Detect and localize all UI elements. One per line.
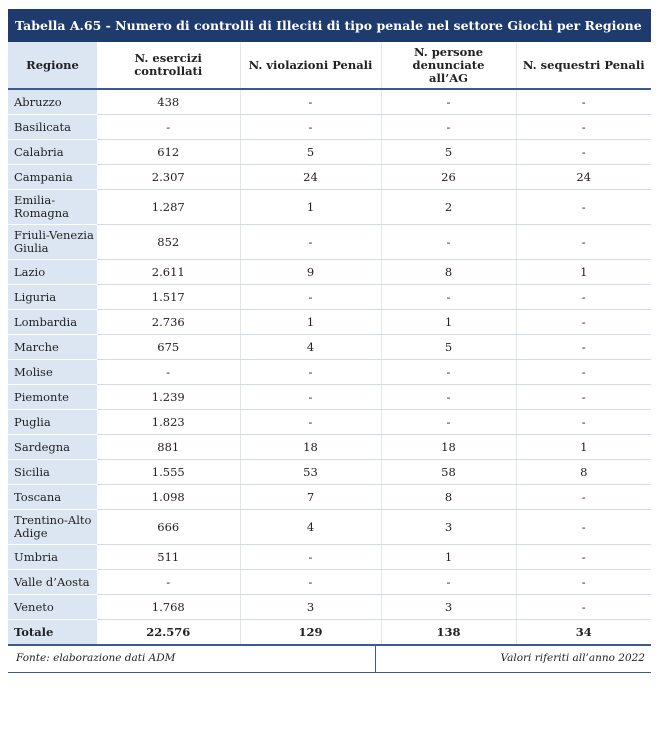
- sequestri-cell: -: [516, 545, 651, 570]
- persone-cell: 58: [381, 460, 516, 485]
- header-row: [8, 42, 651, 89]
- region-cell: Molise: [8, 360, 97, 385]
- esercizi-cell: 852: [97, 225, 240, 260]
- table-row: [8, 190, 651, 225]
- persone-cell: 1: [381, 310, 516, 335]
- persone-cell: -: [381, 570, 516, 595]
- violazioni-cell: 4: [240, 510, 381, 545]
- footer-divider: [375, 646, 376, 672]
- region-cell: Trentino-Alto Adige: [8, 510, 97, 545]
- table-row: [8, 225, 651, 260]
- esercizi-cell: -: [97, 115, 240, 140]
- esercizi-cell: 2.611: [97, 260, 240, 285]
- persone-cell: -: [381, 410, 516, 435]
- table-row: [8, 545, 651, 570]
- persone-cell: 5: [381, 335, 516, 360]
- sequestri-cell: -: [516, 89, 651, 115]
- sequestri-cell: -: [516, 115, 651, 140]
- violazioni-cell: 7: [240, 485, 381, 510]
- sequestri-cell: -: [516, 570, 651, 595]
- header-sequestri: N. sequestri Penali: [516, 42, 651, 89]
- header-violazioni: N. violazioni Penali: [240, 42, 381, 89]
- violazioni-cell: -: [240, 360, 381, 385]
- region-cell: Puglia: [8, 410, 97, 435]
- persone-cell: 3: [381, 595, 516, 620]
- header-esercizi: N. esercizi controllati: [97, 42, 240, 89]
- region-cell: Liguria: [8, 285, 97, 310]
- region-cell: Piemonte: [8, 385, 97, 410]
- sequestri-cell: -: [516, 190, 651, 225]
- persone-cell: 3: [381, 510, 516, 545]
- persone-cell: 26: [381, 165, 516, 190]
- table-row: [8, 360, 651, 385]
- sequestri-cell: -: [516, 385, 651, 410]
- esercizi-cell: 2.307: [97, 165, 240, 190]
- persone-cell: 1: [381, 545, 516, 570]
- persone-cell: 5: [381, 140, 516, 165]
- violazioni-cell: 9: [240, 260, 381, 285]
- region-cell: Toscana: [8, 485, 97, 510]
- persone-cell: 2: [381, 190, 516, 225]
- table-footer: [8, 646, 651, 673]
- table-row: [8, 385, 651, 410]
- footer-note: Valori riferiti all’anno 2022: [500, 652, 645, 664]
- sequestri-cell: -: [516, 510, 651, 545]
- region-cell: Sicilia: [8, 460, 97, 485]
- region-cell: Basilicata: [8, 115, 97, 140]
- total-violazioni-cell: 129: [240, 620, 381, 646]
- region-cell: Umbria: [8, 545, 97, 570]
- violazioni-cell: 24: [240, 165, 381, 190]
- region-cell: Lombardia: [8, 310, 97, 335]
- table-row: [8, 570, 651, 595]
- esercizi-cell: 1.287: [97, 190, 240, 225]
- region-cell: Lazio: [8, 260, 97, 285]
- violazioni-cell: 3: [240, 595, 381, 620]
- sequestri-cell: 1: [516, 260, 651, 285]
- esercizi-cell: 1.823: [97, 410, 240, 435]
- sequestri-cell: -: [516, 335, 651, 360]
- header-persone: N. persone denunciate all’AG: [381, 42, 516, 89]
- table-row: [8, 165, 651, 190]
- esercizi-cell: 1.239: [97, 385, 240, 410]
- sequestri-cell: -: [516, 595, 651, 620]
- persone-cell: -: [381, 225, 516, 260]
- footer-source: Fonte: elaborazione dati ADM: [16, 652, 176, 664]
- table-row: [8, 285, 651, 310]
- table-row: [8, 260, 651, 285]
- violazioni-cell: 1: [240, 310, 381, 335]
- esercizi-cell: 612: [97, 140, 240, 165]
- esercizi-cell: 2.736: [97, 310, 240, 335]
- sequestri-cell: -: [516, 285, 651, 310]
- table-row: [8, 595, 651, 620]
- persone-cell: 8: [381, 485, 516, 510]
- esercizi-cell: 881: [97, 435, 240, 460]
- table-row: [8, 510, 651, 545]
- esercizi-cell: -: [97, 360, 240, 385]
- violazioni-cell: 4: [240, 335, 381, 360]
- violazioni-cell: -: [240, 385, 381, 410]
- esercizi-cell: 1.517: [97, 285, 240, 310]
- total-persone-cell: 138: [381, 620, 516, 646]
- total-sequestri-cell: 34: [516, 620, 651, 646]
- esercizi-cell: -: [97, 570, 240, 595]
- header-regione: Regione: [8, 42, 97, 89]
- table-row: [8, 335, 651, 360]
- violazioni-cell: -: [240, 115, 381, 140]
- violazioni-cell: -: [240, 225, 381, 260]
- violazioni-cell: -: [240, 89, 381, 115]
- persone-cell: -: [381, 385, 516, 410]
- sequestri-cell: -: [516, 140, 651, 165]
- region-cell: Marche: [8, 335, 97, 360]
- violazioni-cell: -: [240, 545, 381, 570]
- violazioni-cell: 18: [240, 435, 381, 460]
- sequestri-cell: -: [516, 310, 651, 335]
- esercizi-cell: 1.098: [97, 485, 240, 510]
- table-row: [8, 310, 651, 335]
- persone-cell: -: [381, 285, 516, 310]
- sequestri-cell: -: [516, 360, 651, 385]
- sequestri-cell: -: [516, 410, 651, 435]
- region-cell: Emilia-Romagna: [8, 190, 97, 225]
- sequestri-cell: -: [516, 485, 651, 510]
- sequestri-cell: 8: [516, 460, 651, 485]
- region-cell: Sardegna: [8, 435, 97, 460]
- sequestri-cell: -: [516, 225, 651, 260]
- table-row: [8, 140, 651, 165]
- region-cell: Campania: [8, 165, 97, 190]
- esercizi-cell: 675: [97, 335, 240, 360]
- esercizi-cell: 666: [97, 510, 240, 545]
- violazioni-cell: 5: [240, 140, 381, 165]
- total-esercizi-cell: 22.576: [97, 620, 240, 646]
- esercizi-cell: 438: [97, 89, 240, 115]
- sequestri-cell: 24: [516, 165, 651, 190]
- table-row: [8, 460, 651, 485]
- table-row: [8, 115, 651, 140]
- persone-cell: 18: [381, 435, 516, 460]
- esercizi-cell: 1.768: [97, 595, 240, 620]
- esercizi-cell: 511: [97, 545, 240, 570]
- region-cell: Friuli-Venezia Giulia: [8, 225, 97, 260]
- region-cell: Abruzzo: [8, 89, 97, 115]
- data-table: [8, 42, 651, 646]
- table-row: [8, 89, 651, 115]
- violazioni-cell: 53: [240, 460, 381, 485]
- region-cell: Veneto: [8, 595, 97, 620]
- table-row: [8, 435, 651, 460]
- sequestri-cell: 1: [516, 435, 651, 460]
- persone-cell: 8: [381, 260, 516, 285]
- violazioni-cell: -: [240, 285, 381, 310]
- violazioni-cell: 1: [240, 190, 381, 225]
- total-row: [8, 620, 651, 646]
- persone-cell: -: [381, 360, 516, 385]
- table-row: [8, 410, 651, 435]
- total-label: Totale: [8, 620, 97, 646]
- table-container: [8, 9, 651, 673]
- esercizi-cell: 1.555: [97, 460, 240, 485]
- table-row: [8, 485, 651, 510]
- persone-cell: -: [381, 115, 516, 140]
- region-cell: Calabria: [8, 140, 97, 165]
- violazioni-cell: -: [240, 410, 381, 435]
- region-cell: Valle d’Aosta: [8, 570, 97, 595]
- violazioni-cell: -: [240, 570, 381, 595]
- persone-cell: -: [381, 89, 516, 115]
- table-title: Tabella A.65 - Numero di controlli di Illeciti di tipo penale nel settore Giochi per Regione: [8, 9, 651, 42]
